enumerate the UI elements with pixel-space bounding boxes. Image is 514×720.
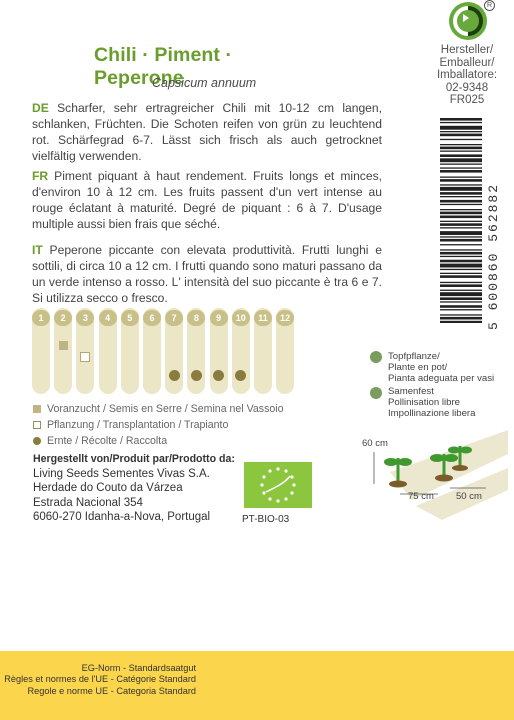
pot-plant-icon <box>370 351 382 363</box>
barcode-bar <box>440 249 482 250</box>
harvest-dot-icon <box>33 437 41 445</box>
barcode-bar <box>440 227 482 228</box>
barcode-bar <box>440 264 482 268</box>
month-number: 5 <box>121 310 139 326</box>
barcode-bar <box>440 184 482 185</box>
row-spacing-label: 75 cm <box>408 491 434 502</box>
barcode-bar <box>440 122 482 123</box>
barcode-bar <box>440 118 482 121</box>
barcode-bar <box>440 317 482 320</box>
organic-code: PT-BIO-03 <box>242 514 290 525</box>
barcode-bar <box>440 144 482 145</box>
description-de <box>32 100 382 164</box>
barcode-bar <box>440 314 482 315</box>
manufacturer-line: Imballatore: <box>436 69 498 82</box>
manufacturer-line: Emballeur/ <box>439 56 495 69</box>
barcode-bar <box>440 309 482 310</box>
sowing-marker <box>59 341 68 350</box>
pot-line: Pianta adeguata per vasi <box>388 373 495 384</box>
barcode-bar <box>440 147 482 150</box>
barcode-bar <box>440 216 482 219</box>
barcode-number: 5 600860 562882 <box>486 182 501 330</box>
month-number: 11 <box>254 310 272 326</box>
barcode-bar <box>440 154 482 157</box>
calendar-month-5 <box>121 308 139 394</box>
harvest-marker <box>235 370 246 381</box>
month-number: 7 <box>165 310 183 326</box>
calendar-month-2 <box>54 308 72 394</box>
eu-organic-logo <box>244 462 312 508</box>
barcode-bar <box>440 204 482 205</box>
barcode-bar <box>440 131 482 132</box>
barcode-bar <box>440 200 482 203</box>
barcode-bar <box>440 301 482 302</box>
legend-row-sowing <box>33 401 284 417</box>
month-number: 4 <box>99 310 117 326</box>
barcode-bar <box>440 179 482 182</box>
manufacturer-line: Hersteller/ <box>440 44 494 56</box>
producer-address <box>33 452 235 525</box>
barcode-bar <box>440 282 482 283</box>
barcode-bar <box>440 187 482 191</box>
open-pollinated-info <box>388 386 475 419</box>
barcode-bar <box>440 209 482 210</box>
barcode-bar <box>440 275 482 278</box>
footer-line: EG-Norm - Standardsaatgut <box>81 663 196 673</box>
barcode-bar <box>440 305 482 308</box>
description-text-it: Peperone piccante con elevata produttività. Frutti lunghi e sottili, di circa 10 a 12 cm. I frutti quando sono maturi passano da un verde intenso a rosso. L' intensità del suo piccante è tra 6 e 7. Si utilizza secco o fresco. <box>32 243 382 305</box>
description-text-de: Scharfer, sehr ertragreicher Chili mit 10-12 cm langen, schlanken, Früchten. Die Schoten reifen von grün zu leuchtend rot. Schärfegrad 6-7. Lässt sich frisch als auch getrocknet vielfältig verwenden. <box>32 101 382 163</box>
sowing-calendar <box>32 308 300 396</box>
month-number: 2 <box>54 310 72 326</box>
harvest-marker <box>191 370 202 381</box>
product-title: Chili · Piment · Peperone <box>94 44 233 89</box>
barcode-bar <box>440 196 482 197</box>
description-text-fr: Piment piquant à haut rendement. Fruits longs et minces, d'environ 10 à 12 cm. Les fruits passent d'un vert intense au rouge éclatant à maturité. Degré de piquant : 6 à 7. D'usage multiple aussi bien frais que séché. <box>32 169 382 231</box>
pot-plant-info <box>388 351 494 384</box>
barcode-bar <box>440 151 482 152</box>
barcode-bar <box>440 284 482 287</box>
barcode-bar <box>440 252 482 255</box>
footer-text <box>0 663 196 697</box>
seed-line: Pollinisation libre <box>388 397 460 408</box>
barcode-bar <box>440 239 482 242</box>
calendar-month-1 <box>32 308 50 394</box>
calendar-month-4 <box>99 308 117 394</box>
sowing-square-icon <box>33 405 41 413</box>
barcode-bar <box>440 231 482 235</box>
barcode-bar <box>440 236 482 237</box>
calendar-month-7 <box>165 308 183 394</box>
manufacturer-info <box>428 44 506 107</box>
barcode-bar <box>440 158 482 162</box>
producer-line: Herdade do Couto da Várzea <box>33 482 183 494</box>
producer-heading: Hergestellt von/Produit par/Prodotto da: <box>33 453 235 465</box>
description-fr <box>32 168 382 232</box>
calendar-month-12 <box>276 308 294 394</box>
barcode-bar <box>440 269 482 270</box>
legend-transplant-label: Pflanzung / Transplantation / Trapianto <box>47 419 229 431</box>
manufacturer-line: FR025 <box>449 94 485 107</box>
barcode-bar <box>440 244 482 245</box>
calendar-month-10 <box>232 308 250 394</box>
green-dot-logo <box>449 2 487 40</box>
plant-height-label: 60 cm <box>362 438 388 449</box>
footer-line: Regole e norme UE - Categoria Standard <box>27 685 196 696</box>
plant-spacing-label: 50 cm <box>456 491 482 502</box>
spacing-diagram <box>360 430 508 520</box>
barcode-bar <box>440 260 482 263</box>
pot-line: Plante en pot/ <box>388 362 448 373</box>
manufacturer-line: 02-9348 <box>445 81 489 94</box>
lang-code-de: DE <box>32 101 49 115</box>
barcode-bar <box>440 223 482 226</box>
barcode-bar <box>440 292 482 296</box>
latin-name: Capsicum annuum <box>152 76 257 90</box>
harvest-marker <box>213 370 224 381</box>
month-number: 3 <box>76 310 94 326</box>
month-number: 9 <box>210 310 228 326</box>
legend-harvest-label: Ernte / Récolte / Raccolta <box>47 435 168 447</box>
barcode-bar <box>440 164 482 165</box>
barcode-bar <box>440 139 482 140</box>
month-number: 8 <box>187 310 205 326</box>
legend-row-transplant <box>33 417 284 433</box>
transplant-marker <box>80 352 90 362</box>
calendar-month-6 <box>143 308 161 394</box>
seed-line: Samenfest <box>388 386 434 397</box>
barcode-bar <box>440 290 482 291</box>
barcode-bar <box>440 321 482 323</box>
barcode-bar <box>440 126 482 130</box>
calendar-month-11 <box>254 308 272 394</box>
pot-line: Topfpflanze/ <box>388 351 440 362</box>
calendar-month-9 <box>210 308 228 394</box>
barcode-bar <box>440 134 482 137</box>
producer-line: 6060-270 Idanha-a-Nova, Portugal <box>33 511 211 523</box>
description-it <box>32 242 382 306</box>
producer-line: Living Seeds Sementes Vivas S.A. <box>33 467 210 480</box>
lang-code-fr: FR <box>32 169 49 183</box>
seed-line: Impollinazione libera <box>388 408 476 419</box>
harvest-marker <box>169 370 180 381</box>
transplant-square-outline-icon <box>33 421 41 429</box>
seed-icon <box>370 387 382 399</box>
registered-icon: R <box>484 0 495 11</box>
calendar-legend <box>33 401 284 449</box>
barcode-bar <box>440 273 482 274</box>
barcode-bar <box>440 167 482 168</box>
barcode-bar <box>440 221 482 222</box>
month-number: 6 <box>143 310 161 326</box>
calendar-month-8 <box>187 308 205 394</box>
barcode-bar <box>440 212 482 215</box>
producer-line: Estrada Nacional 354 <box>33 496 143 509</box>
month-number: 1 <box>32 310 50 326</box>
barcode-bar <box>440 177 482 178</box>
month-number: 10 <box>232 310 250 326</box>
month-number: 12 <box>276 310 294 326</box>
calendar-month-3 <box>76 308 94 394</box>
legend-row-harvest <box>33 433 284 449</box>
barcode-bar <box>440 297 482 300</box>
footer-line: Règles et normes de l'UE - Catégorie Standard <box>4 674 196 685</box>
barcode-bar <box>440 170 482 173</box>
barcode-bar <box>440 192 482 195</box>
legend-sowing-label: Voranzucht / Semis en Serre / Semina nel Vassoio <box>47 403 284 415</box>
lang-code-it: IT <box>32 243 43 257</box>
barcode-bar <box>440 256 482 257</box>
